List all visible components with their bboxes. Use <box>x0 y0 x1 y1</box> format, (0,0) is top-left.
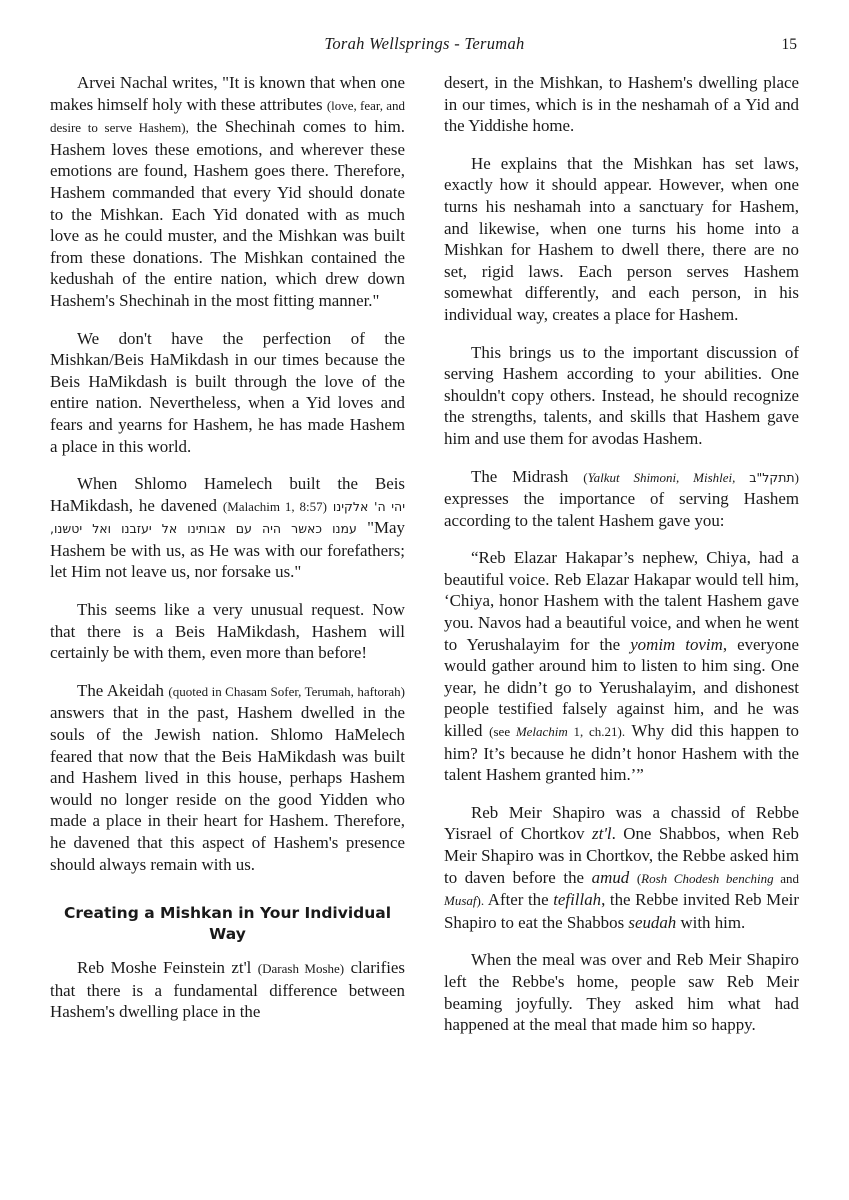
hebrew-quote: יהי ה' אלקינו עמנו כאשר היה עם אבותינו אל יעזבנו ואל יטשנו, <box>50 498 405 537</box>
source-title: Melachim <box>515 724 568 740</box>
paren: ( <box>636 870 642 886</box>
text-run: with him. <box>680 912 746 932</box>
text-run: clarifies that there is a fundamental difference between Hashem's dwelling place in the <box>50 958 405 1022</box>
text-run: and <box>780 870 800 886</box>
text-run: (see <box>489 724 511 740</box>
text-run: Reb Moshe Feinstein zt'l <box>77 958 252 978</box>
page-number: 15 <box>781 36 797 53</box>
paren: ( <box>583 469 588 485</box>
paren: ) <box>794 469 799 485</box>
source-title: Yalkut Shimoni, Mishlei, <box>587 469 736 485</box>
paragraph-meal-over: When the meal was over and Reb Meir Shapiro left the Rebbe's home, people saw Reb Meir beaming joyfully. They asked him what had happened at the meal that made him so happy. <box>444 950 799 1035</box>
section-heading: Creating a Mishkan in Your Individual Way <box>63 904 392 944</box>
text-run: Why did this happen to him? It’s because he didn’t honor Hashem with the talent Hashem granted him.’” <box>444 721 799 785</box>
source-note: (love, fear, and desire to serve Hashem), <box>50 97 405 136</box>
paragraph-set-laws: He explains that the Mishkan has set laws, exactly how it should appear. However, when one turns his neshamah into a sanctuary for Hashem, and likewise, when one turns his home into a Mishkan for Hashem to dwell there, there are no set, rigid laws. Each person serves Hashem somewhat differently, and each person, in his individual way, creates a place for Hashem. <box>444 153 799 324</box>
paragraph-chiya-quote <box>444 547 799 786</box>
right-column <box>444 72 799 1052</box>
italic-term: amud <box>591 867 630 887</box>
paragraph-shlomo-davened <box>50 473 405 583</box>
paragraph-perfection: We don't have the perfection of the Mishkan/Beis HaMikdash in our times because the Beis HaMikdash is built through the love of the entire nation. Nevertheless, when a Yid loves and fears and yearns for Hashem, he has made Hashem a place in this world. <box>50 328 405 456</box>
text-run: "May Hashem be with us, as He was with our forefathers; let Him not leave us, nor forsake us." <box>50 518 405 582</box>
text-run: the Shechinah comes to him. Hashem loves these emotions, and wherever these emotions are found, Hashem goes there. Therefore, Hashem commanded that every Yid should donate to the Mishkan. Each Yid donated with as much love as he could muster, and the Mishkan was built from these donations. The Mishkan contained the kedushah of the entire nation, which drew down Hashem's Shechinah in the most fitting manner." <box>50 117 405 310</box>
paragraph-reb-meir <box>444 802 799 934</box>
italic-term: seudah <box>628 912 677 932</box>
text-run: The Midrash <box>471 466 569 486</box>
text-run: When Shlomo Hamelech built the Beis HaMikdash, he davened <box>50 474 405 515</box>
italic-term: Musaf <box>444 893 477 909</box>
text-run: 1, ch.21). <box>573 724 626 740</box>
paragraph-akeidah <box>50 680 405 875</box>
text-run: expresses the importance of serving Hashem according to the talent Hashem gave you: <box>444 489 799 530</box>
source-note <box>583 470 799 485</box>
source-note: (Malachim 1, 8:57) <box>222 498 327 514</box>
source-note <box>489 724 625 739</box>
text-run: , everyone would gather around him to listen to him sing. One year, he didn’t go to Yerushalayim, and dishonest people testified falsely against him, and he was killed <box>444 634 799 741</box>
italic-term: zt'l <box>592 824 612 844</box>
text-run: Arvei Nachal writes, "It is known that when one makes himself holy with these attributes <box>50 73 405 114</box>
paragraph-reb-moshe <box>50 957 405 1023</box>
paragraph-abilities: This brings us to the important discussion of serving Hashem according to your abilities. One shouldn't copy others. Instead, he should recognize the strengths, talents, and skills that Hashem gave him and use them for avodas Hashem. <box>444 342 799 448</box>
italic-term: tefillah <box>553 890 602 910</box>
text-run: . One Shabbos, when Reb Meir Shapiro was in Chortkov, the Rebbe asked him to daven before the <box>444 824 799 887</box>
left-column <box>50 72 405 1039</box>
italic-term: Rosh Chodesh benching <box>641 870 774 886</box>
text-run: The Akeidah <box>77 680 164 700</box>
paragraph-midrash <box>444 466 799 532</box>
paragraph-arvei-nachal <box>50 72 405 312</box>
paragraph-continuation: desert, in the Mishkan, to Hashem's dwelling place in our times, which is in the neshamah of a Yid and the Yiddishe home. <box>444 73 799 136</box>
paragraph-unusual-request: This seems like a very unusual request. Now that there is a Beis HaMikdash, Hashem will certainly be with them, even more than before! <box>50 600 405 663</box>
paren: ). <box>476 893 485 909</box>
text-run: Reb Meir Shapiro was a chassid of Rebbe Yisrael of Chortkov <box>444 802 799 844</box>
text-run: , the Rebbe invited Reb Meir Shapiro to eat the Shabbos <box>444 890 800 932</box>
hebrew-ref: תתקל"ב <box>749 469 795 485</box>
text-run: answers that in the past, Hashem dwelled in the souls of the Jewish nation. Shlomo HaMelech feared that now that the Beis HaMikdash was built and Hashem lived in this house, perhaps Hashem would no longer reside on the good Yidden who made a place in their heart for Hashem. Therefore, he davened that this aspect of Hashem's presence should always remain with us. <box>50 703 405 874</box>
text-run: “Reb Elazar Hakapar’s nephew, Chiya, had a beautiful voice. Reb Elazar Hakapar would tell him, ‘Chiya, honor Hashem with the talent Hashem gave you. Navos had a beautiful voice, and when he went to Yerushalayim for the <box>444 548 799 654</box>
source-note: (quoted in Chasam Sofer, Terumah, haftorah) <box>168 683 405 699</box>
source-note: (Darash Moshe) <box>257 961 345 977</box>
text-run: After the <box>487 890 549 910</box>
italic-term: yomim tovim <box>630 634 723 654</box>
running-header-title: Torah Wellsprings - Terumah <box>324 34 525 53</box>
